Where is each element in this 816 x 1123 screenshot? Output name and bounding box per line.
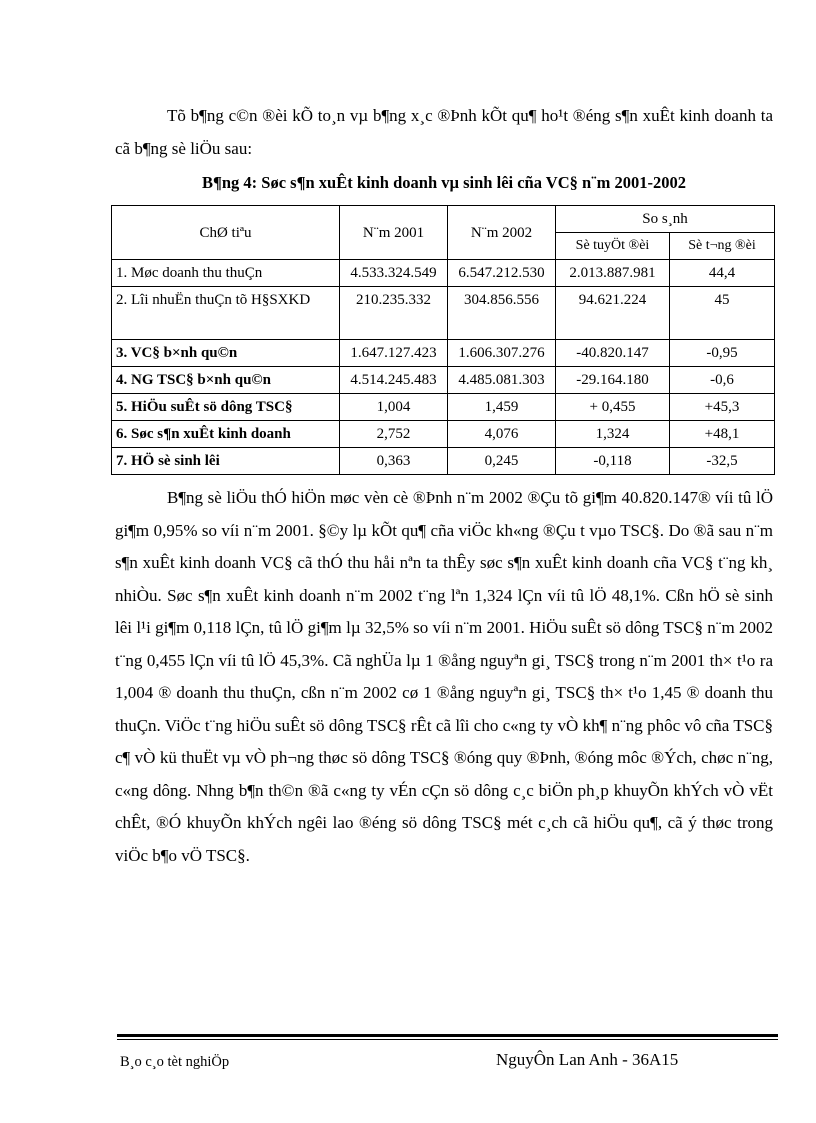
value-relative: -0,95 [670,340,775,367]
footer-author: NguyÔn Lan Anh - 36A15 [496,1050,679,1069]
table-caption: B¶ng 4: Søc s¶n xuÊt kinh doanh vµ sinh lêi cña VC§ n¨m 2001-2002 [201,173,687,192]
value-absolute: 2.013.887.981 [556,260,670,287]
value-absolute: -0,118 [556,448,670,475]
table-row [112,394,775,421]
table-row [112,421,775,448]
header-year-2002: N¨m 2002 [448,206,556,260]
intro-paragraph: Tõ b¶ng c©n ®èi kÕ to¸n vµ b¶ng x¸c ®Þnh kÕt qu¶ ho¹t ®éng s¶n xuÊt kinh doanh ta cã b¶ng sè liÖu sau: [115,106,773,158]
row-label: 3. VC§ b×nh qu©n [112,340,340,367]
row-label: 5. HiÖu suÊt sö dông TSC§ [112,394,340,421]
value-relative: +45,3 [670,394,775,421]
value-2002: 0,245 [448,448,556,475]
row-label: 7. HÖ sè sinh lêi [112,448,340,475]
value-relative: 45 [670,287,775,340]
value-2002: 6.547.212.530 [448,260,556,287]
table-row [112,367,775,394]
value-absolute: + 0,455 [556,394,670,421]
value-2002: 304.856.556 [448,287,556,340]
value-absolute: 94.621.224 [556,287,670,340]
row-label: 6. Søc s¶n xuÊt kinh doanh [112,421,340,448]
table-row [112,448,775,475]
value-2001: 1,004 [340,394,448,421]
table-row [112,260,775,287]
value-absolute: 1,324 [556,421,670,448]
value-2001: 4.514.245.483 [340,367,448,394]
table-row [112,340,775,367]
analysis-paragraph: B¶ng sè liÖu thÓ hiÖn møc vèn cè ®Þnh n¨m 2002 ®Çu tõ gi¶m 40.820.147® víi tû lÖ gi¶m 0,95% so víi n¨m 2001. §©y lµ kÕt qu¶ cña viÖc kh«ng ®Çu t vµo TSC§. Do ®ã sau n¨m s¶n xuÊt kinh doanh VC§ cã thÓ thu håi nªn ta thÊy søc s¶n xuÊt kinh doanh cña VC§ t¨ng kh¸ nhiÒu. Søc s¶n xuÊt kinh doanh n¨m 2002 t¨ng lªn 1,324 lÇn víi tû lÖ 48,1%. Cßn hÖ sè sinh lêi l¹i gi¶m 0,118 lÇn, tû lÖ gi¶m lµ 32,5% so víi n¨m 2001. HiÖu suÊt sö dông TSC§ n¨m 2002 t¨ng 0,455 lÇn víi tû lÖ 45,3%. Cã nghÜa lµ 1 ®ång nguyªn gi¸ TSC§ trong n¨m 2001 th× t¹o ra 1,004 ® doanh thu thuÇn, cßn n¨m 2002 cø 1 ®ång nguyªn gi¸ TSC§ th× t¹o 1,45 ® doanh thu thuÇn. ViÖc t¨ng hiÖu suÊt sö dông TSC§ rÊt cã lîi cho c«ng ty vÒ kh¶ n¨ng phôc vô cña TSC§ c¶ vÒ kü thuËt vµ vÒ ph¬ng thøc sö dông TSC§ ®óng quy ®Þnh, ®óng môc ®Ých, chøc n¨ng, c«ng dông. Nhng b¶n th©n ®ã c«ng ty vÉn cÇn sö dông c¸c biÖn ph¸p khuyÕn khÝch vÒ vËt chÊt, ®Ó khuyÕn khÝch ngêi lao ®éng sö dông TSC§ mét c¸ch cã hiÖu qu¶, cã ý thøc trong viÖc b¶o vÖ TSC§. [115,488,773,865]
row-label: 1. Møc doanh thu thuÇn [112,260,340,287]
value-2001: 0,363 [340,448,448,475]
value-2001: 210.235.332 [340,287,448,340]
row-label: 4. NG TSC§ b×nh qu©n [112,367,340,394]
header-indicator: ChØ tiªu [112,206,340,260]
value-2002: 1,459 [448,394,556,421]
table-header-row [112,206,775,233]
footer-rule-thick [117,1034,778,1037]
header-compare: So s¸nh [556,206,775,233]
footer-report-title: B¸o c¸o tèt nghiÖp [120,1054,230,1070]
value-absolute: -29.164.180 [556,367,670,394]
header-absolute: Sè tuyÖt ®èi [556,233,670,260]
data-table [111,205,775,475]
value-2002: 1.606.307.276 [448,340,556,367]
value-2002: 4.485.081.303 [448,367,556,394]
value-relative: -0,6 [670,367,775,394]
value-2001: 4.533.324.549 [340,260,448,287]
value-relative: -32,5 [670,448,775,475]
value-2001: 1.647.127.423 [340,340,448,367]
value-relative: 44,4 [670,260,775,287]
value-2001: 2,752 [340,421,448,448]
value-relative: +48,1 [670,421,775,448]
footer-rule-thin [117,1039,778,1040]
header-relative: Sè t¬ng ®èi [670,233,775,260]
header-year-2001: N¨m 2001 [340,206,448,260]
table-row [112,287,775,340]
value-2002: 4,076 [448,421,556,448]
value-absolute: -40.820.147 [556,340,670,367]
row-label: 2. Lîi nhuËn thuÇn tõ H§SXKD [112,287,340,340]
